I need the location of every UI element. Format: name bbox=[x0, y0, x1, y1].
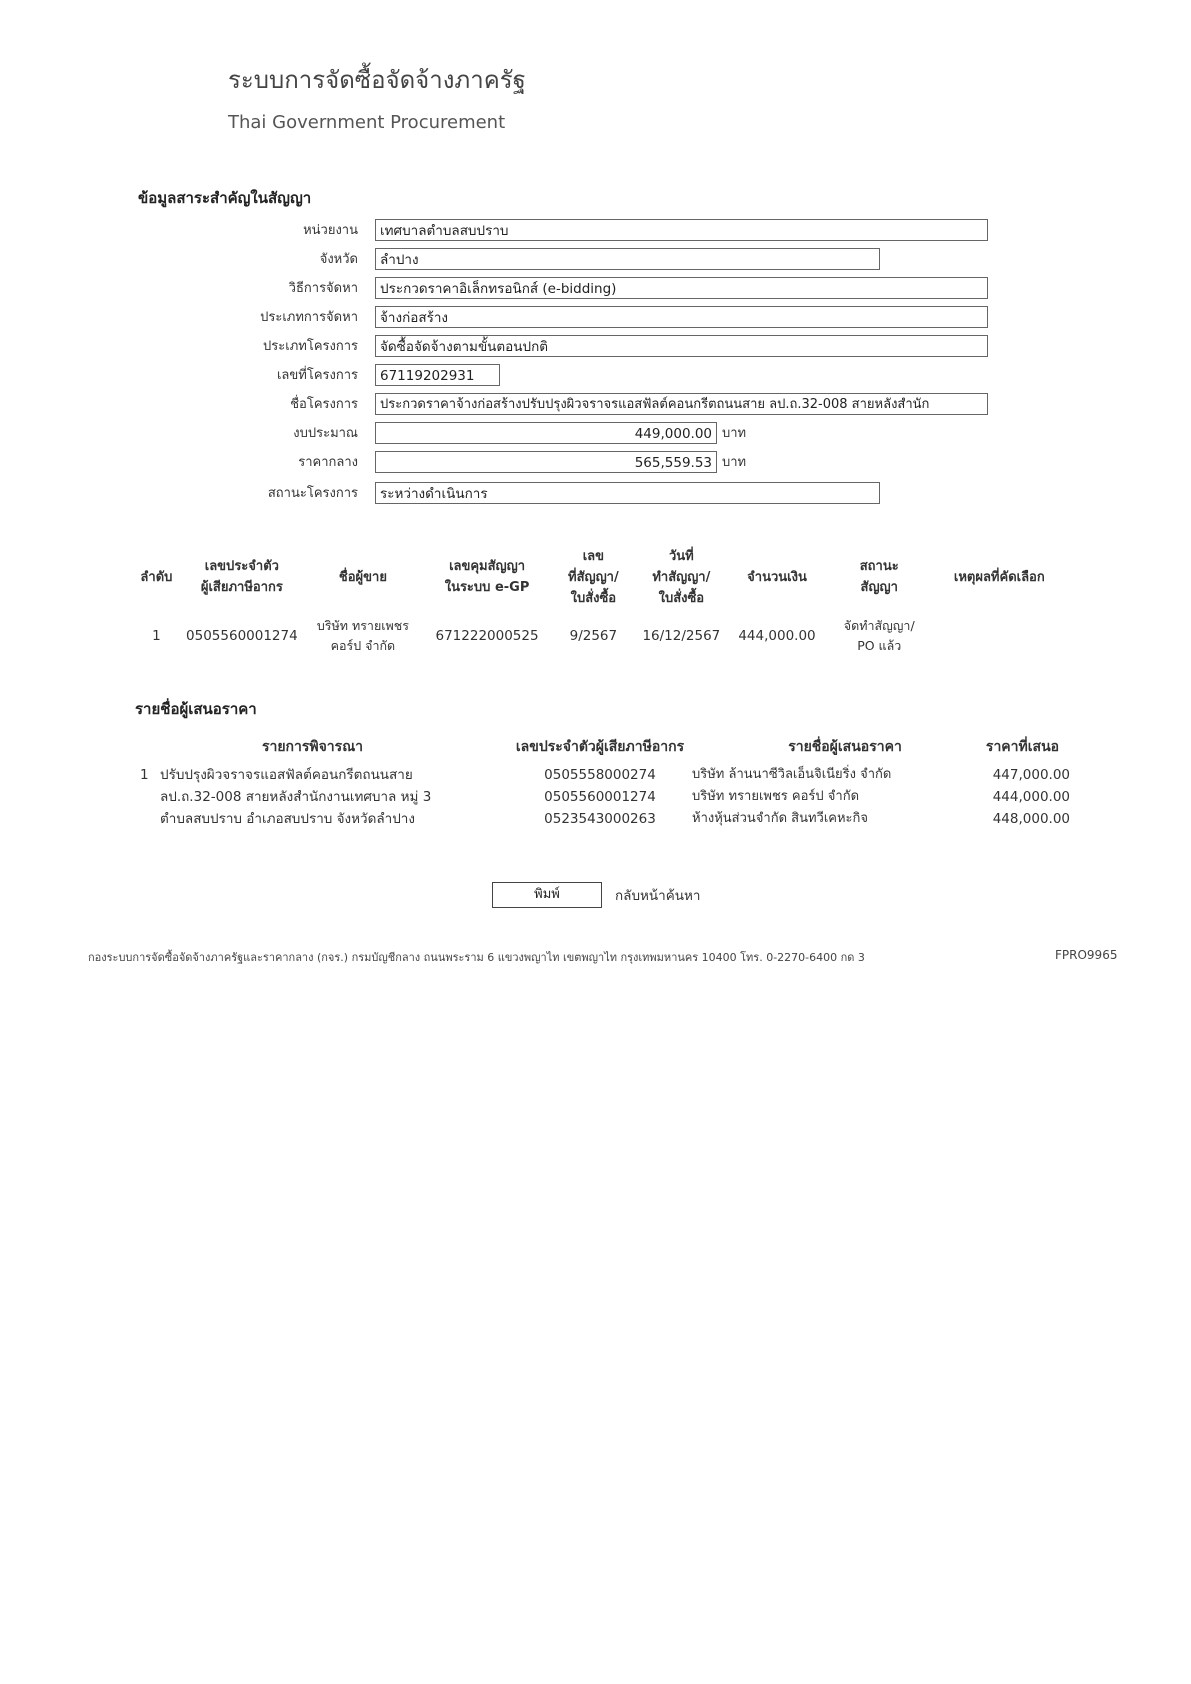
table-row bbox=[132, 610, 1067, 662]
col-header-line: วันที่ bbox=[668, 548, 694, 564]
cell-line: จัดทำสัญญา/ bbox=[843, 618, 915, 633]
contract-table bbox=[132, 542, 1067, 662]
field-value: ระหว่างดำเนินการ bbox=[375, 482, 880, 504]
field-unit: บาท bbox=[722, 426, 747, 441]
cell-line: บริษัท ทรายเพชร bbox=[316, 618, 409, 633]
field-label: ประเภทการจัดหา bbox=[260, 310, 358, 325]
bidders-header-row bbox=[140, 736, 1075, 764]
footer-code: FPRO9965 bbox=[1055, 948, 1118, 962]
field-label: จังหวัด bbox=[319, 252, 358, 267]
col-header-line: ในระบบ e-GP bbox=[444, 580, 530, 595]
col-header-item: รายการพิจารณา bbox=[261, 739, 364, 755]
cell-contract-no: 9/2567 bbox=[569, 628, 618, 644]
cell-reason bbox=[932, 610, 1067, 662]
col-header-seller: ชื่อผู้ขาย bbox=[338, 569, 387, 585]
col-header-control bbox=[423, 542, 551, 610]
field-label: เลขที่โครงการ bbox=[276, 368, 358, 383]
field-label: สถานะโครงการ bbox=[267, 486, 358, 501]
field-value: จัดซื้อจัดจ้างตามขั้นตอนปกติ bbox=[375, 335, 988, 357]
bidder-tax-id: 0505558000274 bbox=[544, 767, 656, 783]
bidders-table bbox=[140, 736, 1075, 830]
col-header-line: เลขคุมสัญญา bbox=[449, 559, 526, 574]
field-unit: บาท bbox=[722, 455, 747, 470]
bidder-tax-id: 0523543000263 bbox=[544, 811, 656, 827]
bidder-price: 447,000.00 bbox=[992, 767, 1070, 783]
cell-seller bbox=[303, 610, 423, 662]
field-value: เทศบาลตำบลสบปราบ bbox=[375, 219, 988, 241]
col-header-line: ทำสัญญา/ bbox=[652, 569, 711, 585]
col-header-price: ราคาที่เสนอ bbox=[985, 739, 1060, 755]
col-header-line: ผู้เสียภาษีอากร bbox=[200, 580, 283, 595]
field-label: หน่วยงาน bbox=[303, 223, 358, 238]
field-value: 67119202931 bbox=[375, 364, 500, 386]
col-header-amount: จำนวนเงิน bbox=[747, 569, 807, 585]
col-header-tax-id: เลขประจำตัวผู้เสียภาษีอากร bbox=[515, 739, 685, 755]
bidders-body bbox=[140, 764, 1075, 830]
field-label: ประเภทโครงการ bbox=[263, 339, 358, 354]
col-header-line: ใบสั่งซื้อ bbox=[658, 590, 705, 606]
col-header-status bbox=[827, 542, 932, 610]
col-header-no: ลำดับ bbox=[140, 569, 173, 585]
cell-control: 671222000525 bbox=[435, 628, 539, 644]
cell-date: 16/12/2567 bbox=[642, 628, 721, 644]
summary-heading: ข้อมูลสาระสำคัญในสัญญา bbox=[138, 189, 312, 207]
bidder-tax-id: 0505560001274 bbox=[544, 789, 656, 805]
cell-amount: 444,000.00 bbox=[738, 628, 816, 644]
cell-tax-id: 0505560001274 bbox=[186, 628, 298, 644]
col-header-date bbox=[636, 542, 728, 610]
field-value: จ้างก่อสร้าง bbox=[375, 306, 988, 328]
item-description bbox=[160, 764, 480, 830]
bidder-price: 444,000.00 bbox=[992, 789, 1070, 805]
field-value: ประกวดราคาจ้างก่อสร้างปรับปรุงผิวจราจรแอสฟัลต์คอนกรีตถนนสาย ลป.ถ.32-008 สายหลังสำนัก bbox=[375, 393, 988, 415]
cell-line: PO แล้ว bbox=[857, 638, 902, 653]
field-value: 449,000.00 bbox=[375, 422, 717, 444]
bidder-name: ห้างหุ้นส่วนจำกัด สินทวีเคหะกิจ bbox=[692, 811, 869, 826]
col-header-contract-no bbox=[551, 542, 635, 610]
item-number: 1 bbox=[140, 767, 149, 783]
item-line: ลป.ถ.32-008 สายหลังสำนักงานเทศบาล หมู่ 3 bbox=[160, 789, 432, 805]
col-header-line: สถานะ bbox=[859, 559, 899, 574]
bidder-names bbox=[692, 764, 962, 830]
field-value: ลำปาง bbox=[375, 248, 880, 270]
col-header-tax-id bbox=[181, 542, 303, 610]
bidder-tax-ids bbox=[485, 764, 715, 830]
item-line: ปรับปรุงผิวจราจรแอสฟัลต์คอนกรีตถนนสาย bbox=[160, 767, 413, 783]
bidder-prices bbox=[970, 764, 1070, 830]
cell-line: คอร์ป จำกัด bbox=[330, 638, 396, 653]
back-to-search-link[interactable]: กลับหน้าค้นหา bbox=[615, 888, 701, 904]
field-label: วิธีการจัดหา bbox=[288, 281, 358, 296]
bidder-name: บริษัท ล้านนาซีวิลเอ็นจิเนียริ่ง จำกัด bbox=[692, 767, 892, 782]
site-title-english: Thai Government Procurement bbox=[228, 112, 506, 133]
col-header-name: รายชื่อผู้เสนอราคา bbox=[788, 739, 902, 755]
col-header-line: ใบสั่งซื้อ bbox=[570, 590, 617, 606]
field-label: ชื่อโครงการ bbox=[290, 397, 358, 412]
field-label: ราคากลาง bbox=[298, 455, 358, 470]
col-header-line: เลขประจำตัว bbox=[204, 559, 279, 574]
col-header-reason: เหตุผลที่คัดเลือก bbox=[953, 569, 1045, 585]
col-header-line: เลข bbox=[582, 548, 604, 564]
field-value: ประกวดราคาอิเล็กทรอนิกส์ (e-bidding) bbox=[375, 277, 988, 299]
bidder-price: 448,000.00 bbox=[992, 811, 1070, 827]
field-label: งบประมาณ bbox=[293, 426, 358, 441]
col-header-line: ที่สัญญา/ bbox=[568, 569, 619, 585]
print-button[interactable]: พิมพ์ bbox=[492, 882, 602, 908]
bidder-name: บริษัท ทรายเพชร คอร์ป จำกัด bbox=[692, 789, 860, 804]
field-value: 565,559.53 bbox=[375, 451, 717, 473]
cell-status bbox=[827, 610, 932, 662]
col-header-line: สัญญา bbox=[860, 580, 898, 595]
footer-address: กองระบบการจัดซื้อจัดจ้างภาครัฐและราคากลาง (กจร.) กรมบัญชีกลาง ถนนพระราม 6 แขวงพญาไท เขตพญาไท กรุงเทพมหานคร 10400 โทร. 0-2270-6400 กด 3 bbox=[88, 951, 865, 964]
cell-no: 1 bbox=[152, 628, 161, 644]
bidders-heading: รายชื่อผู้เสนอราคา bbox=[135, 700, 257, 718]
table-header-row bbox=[132, 542, 1067, 610]
site-title-thai: ระบบการจัดซื้อจัดจ้างภาครัฐ bbox=[228, 66, 526, 94]
item-line: ตำบลสบปราบ อำเภอสบปราบ จังหวัดลำปาง bbox=[160, 811, 415, 827]
